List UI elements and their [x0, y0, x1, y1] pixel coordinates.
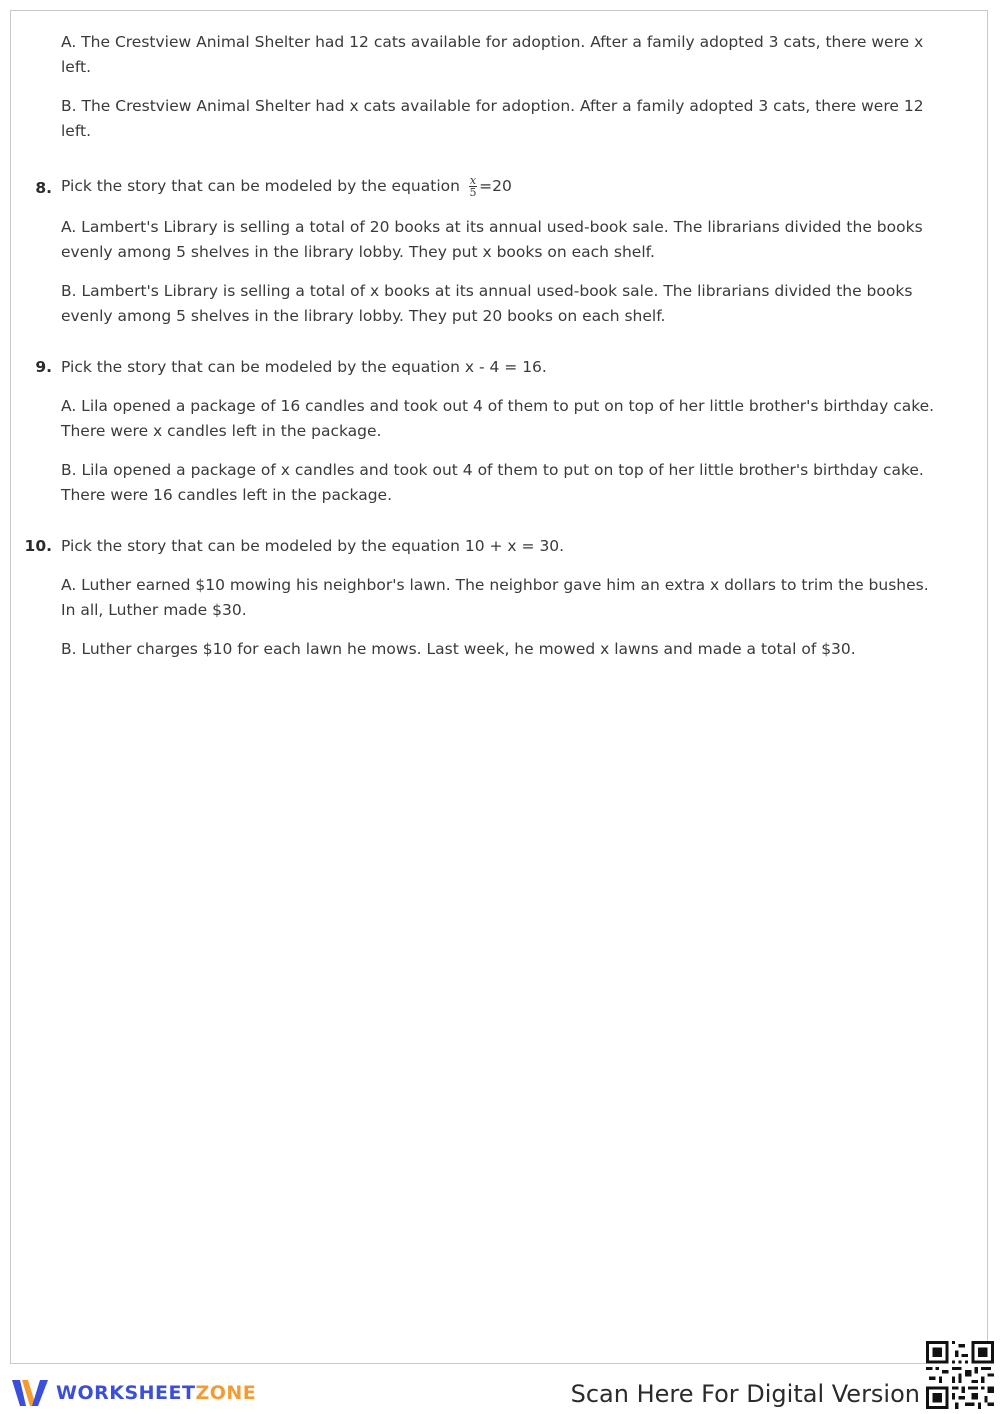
logo-text: [56, 1382, 256, 1404]
option-b: B. Lambert's Library is selling a total of x books at its annual used-book sale. The librarians divided the books evenly among 5 shelves in the library lobby. They put 20 books on each shelf.: [61, 282, 913, 325]
question-prompt: Pick the story that can be modeled by the equation x - 4 = 16.: [61, 358, 547, 376]
option-a: A. Lila opened a package of 16 candles and took out 4 of them to put on top of her little brother's birthday cake. There were x candles left in the package.: [61, 397, 935, 440]
worksheet-page: [10, 10, 988, 1364]
fraction: [469, 175, 477, 198]
logo-text-worksheet: WORKSHEET: [56, 1382, 196, 1404]
question-prompt: [61, 174, 512, 199]
option-b-q7: B. The Crestview Animal Shelter had x cats available for adoption. After a family adopted 3 cats, there were 12 left.: [61, 97, 924, 140]
fraction-denominator: 5: [469, 186, 477, 199]
option-b: B. Lila opened a package of x candles and took out 4 of them to put on top of her little brother's birthday cake. There were 16 candles left in the package.: [61, 461, 924, 504]
qr-code-icon[interactable]: [926, 1341, 994, 1409]
scan-instruction: Scan Here For Digital Version: [570, 1380, 920, 1408]
worksheet-zone-logo: [10, 1376, 256, 1410]
question-number: 8.: [35, 179, 52, 197]
option-a-q7: A. The Crestview Animal Shelter had 12 cats available for adoption. After a family adopted 3 cats, there were x left.: [61, 33, 924, 76]
option-a: A. Lambert's Library is selling a total of 20 books at its annual used-book sale. The librarians divided the books evenly among 5 shelves in the library lobby. They put x books on each shelf.: [61, 218, 923, 261]
logo-text-zone: ZONE: [195, 1382, 257, 1404]
prompt-equation-rest: =20: [479, 177, 512, 195]
question-prompt: Pick the story that can be modeled by the equation 10 + x = 30.: [61, 537, 565, 555]
fraction-numerator: x: [469, 174, 477, 187]
option-b: B. Luther charges $10 for each lawn he mows. Last week, he mowed x lawns and made a total of $30.: [61, 640, 856, 658]
prompt-text: Pick the story that can be modeled by the equation: [61, 177, 465, 195]
question-number: 10.: [24, 537, 52, 555]
question-number: 9.: [35, 358, 52, 376]
logo-w-icon: [10, 1376, 50, 1410]
option-a: A. Luther earned $10 mowing his neighbor's lawn. The neighbor gave him an extra x dollars to trim the bushes. In all, Luther made $30.: [61, 576, 929, 619]
